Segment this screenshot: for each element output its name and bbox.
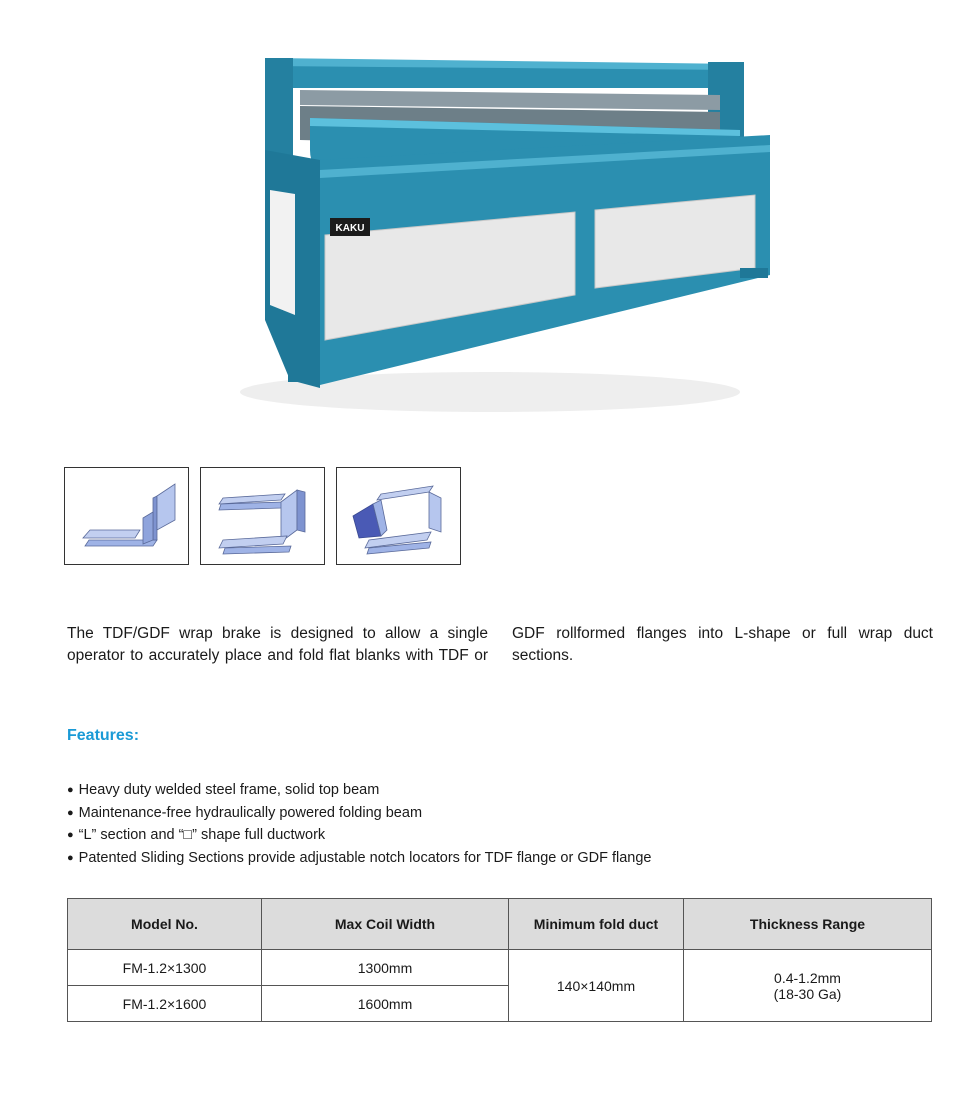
header-model: Model No. <box>68 899 262 950</box>
u-shape-fold-diagram <box>200 467 325 565</box>
features-list <box>67 780 651 870</box>
table-row <box>68 950 932 986</box>
wrap-brake-machine-image <box>240 40 780 420</box>
brand-label: KAKU <box>335 223 365 234</box>
thickness-mm: 0.4-1.2mm <box>774 969 841 986</box>
header-width: Max Coil Width <box>262 899 509 950</box>
features-heading: Features: <box>67 727 140 744</box>
feature-item: ● Maintenance-free hydraulically powered folding beam <box>67 803 651 826</box>
feature-item: ● “L” section and “□” shape full ductwork <box>67 825 651 848</box>
l-shape-fold-diagram <box>64 467 189 565</box>
cell-min-fold: 140×140mm <box>509 950 684 1022</box>
cell-model: FM-1.2×1300 <box>68 950 262 986</box>
cell-width: 1300mm <box>262 950 509 986</box>
intro-paragraph: The TDF/GDF wrap brake is designed to allow a single operator to accurately place and fold flat blanks with TDF or GDF rollformed flanges into L-shape or full wrap duct sections. <box>67 625 933 664</box>
header-min-fold: Minimum fold duct <box>509 899 684 950</box>
thickness-ga: (18-30 Ga) <box>773 985 842 1002</box>
cell-width: 1600mm <box>262 986 509 1022</box>
feature-item: ● Heavy duty welded steel frame, solid top beam <box>67 780 651 803</box>
fold-shape-thumbnails <box>64 467 461 565</box>
spec-table <box>67 898 932 1022</box>
full-wrap-fold-diagram <box>336 467 461 565</box>
cell-thickness <box>684 950 932 1022</box>
feature-item: ● Patented Sliding Sections provide adjustable notch locators for TDF flange or GDF flange <box>67 848 651 871</box>
cell-model: FM-1.2×1600 <box>68 986 262 1022</box>
header-thickness: Thickness Range <box>684 899 932 950</box>
table-header-row <box>68 899 932 950</box>
